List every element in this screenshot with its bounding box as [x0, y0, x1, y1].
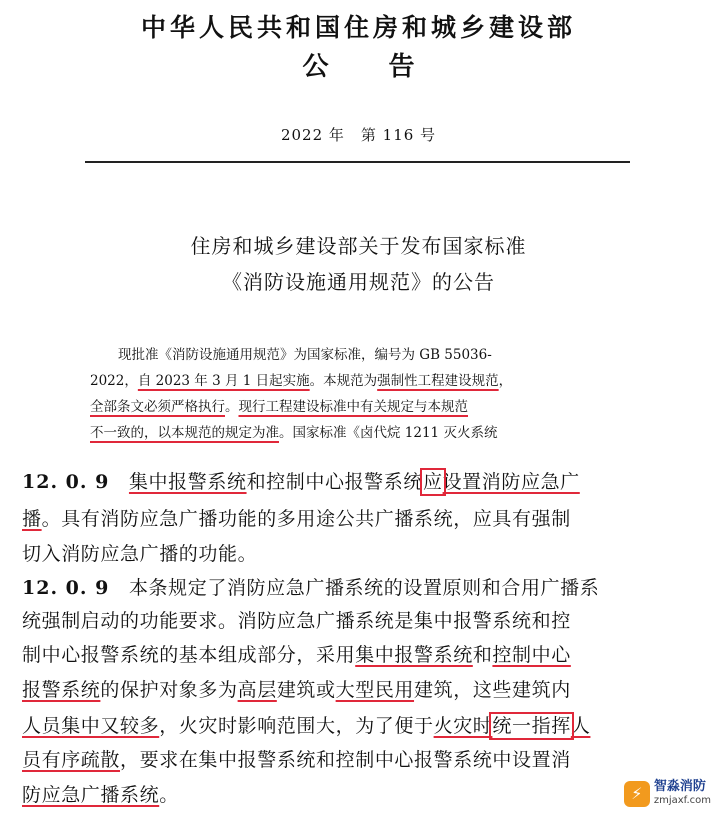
- notice-line: [90, 394, 650, 420]
- notice-line: [90, 342, 650, 368]
- explanation-line: [22, 641, 702, 670]
- explanation-line: [22, 574, 702, 603]
- text-span: 和控制中心报警系统: [246, 471, 423, 493]
- announcement-type: 公告: [302, 52, 475, 82]
- highlight-term: 高层: [237, 679, 277, 701]
- notice-title-line-1: 住房和城乡建设部关于发布国家标准: [190, 234, 527, 258]
- clause-line: [22, 468, 702, 497]
- header-divider: [85, 161, 630, 163]
- explanation-line: [22, 746, 702, 775]
- highlight-mandatory-code: 强制性工程建设规范: [377, 373, 499, 389]
- text-span: 2022，: [90, 373, 138, 389]
- highlight-strict-execution: 全部条文必须严格执行: [90, 399, 225, 415]
- text-span: 的保护对象多为: [100, 679, 238, 701]
- document-number: 2022 年 第 116 号: [280, 126, 437, 144]
- highlight-term: 防应急广播系统: [22, 784, 160, 806]
- text-span: 。具有消防应急广播功能的多用途公共广播系统，应具有强制: [41, 508, 571, 530]
- highlight-term: 设置消防应急广: [442, 471, 580, 493]
- explanation-line: [22, 781, 702, 810]
- explanation-line: [22, 712, 702, 741]
- highlight-conflict-rule: 现行工程建设标准中有关规定与本规范: [238, 399, 468, 415]
- watermark-url: zmjaxf.com: [653, 795, 711, 806]
- highlight-precedence: 不一致的，以本规范的规定为准: [90, 425, 279, 441]
- text-span: ，火灾时影响范围大，为了便于: [159, 715, 434, 737]
- highlight-term: 人员集中又较多: [22, 715, 160, 737]
- flame-logo-icon: ⚡: [624, 781, 650, 807]
- notice-line: [90, 368, 650, 394]
- text-span: 制中心报警系统的基本组成部分，采用: [22, 644, 356, 666]
- highlight-term: 大型民用: [335, 679, 415, 701]
- clause-number: 12. 0. 9: [22, 577, 110, 599]
- clause-number: 12. 0. 9: [22, 471, 110, 493]
- highlight-term: 控制中心: [492, 644, 571, 666]
- text-span: ，要求在集中报警系统和控制中心报警系统中设置消: [120, 749, 571, 771]
- text-span: 。: [159, 784, 179, 806]
- clause-line: [22, 540, 702, 569]
- text-span: 建筑，这些建筑内: [414, 679, 571, 701]
- clause-line: [22, 505, 702, 534]
- watermark-text: [654, 780, 711, 808]
- text-span: ，: [498, 373, 513, 389]
- issuing-authority: 中华人民共和国住房和城乡建设部: [140, 13, 576, 42]
- notice-title-line-2: 《消防设施通用规范》的公告: [222, 270, 495, 294]
- boxed-keyword: 统一指挥: [492, 715, 571, 737]
- highlight-term: 员有序疏散: [22, 749, 121, 771]
- text-span: 。本规范为: [309, 373, 378, 389]
- notice-line: [90, 420, 650, 446]
- highlight-term: 报警系统: [22, 679, 101, 701]
- watermark-brand: 智淼消防: [653, 779, 706, 794]
- highlight-term: 播: [22, 508, 42, 530]
- text-span: 建筑或: [276, 679, 336, 701]
- text-span: 和: [472, 644, 493, 666]
- highlight-term: 火灾时: [433, 715, 493, 737]
- boxed-keyword: 应: [422, 471, 443, 493]
- text-span: 切入消防应急广播的功能。: [22, 543, 258, 565]
- text-span: 。: [225, 399, 239, 415]
- text-span: 统强制启动的功能要求。消防应急广播系统是集中报警系统和控: [22, 610, 571, 632]
- text-span: 现批准《消防设施通用规范》为国家标准，编号为 GB 55036-: [118, 347, 492, 363]
- text-span: 本条规定了消防应急广播系统的设置原则和合用广播系: [128, 577, 600, 599]
- highlight-effective-date: 自 2023 年 3 月 1 日起实施: [137, 373, 310, 389]
- highlight-term: 集中报警系统: [128, 471, 247, 493]
- text-span: 。国家标准《卤代烷 1211 灭火系统: [279, 425, 498, 441]
- highlight-term: 人: [570, 715, 591, 737]
- explanation-line: [22, 676, 702, 705]
- watermark: [624, 780, 711, 808]
- explanation-line: [22, 607, 702, 636]
- highlight-term: 集中报警系统: [355, 644, 473, 666]
